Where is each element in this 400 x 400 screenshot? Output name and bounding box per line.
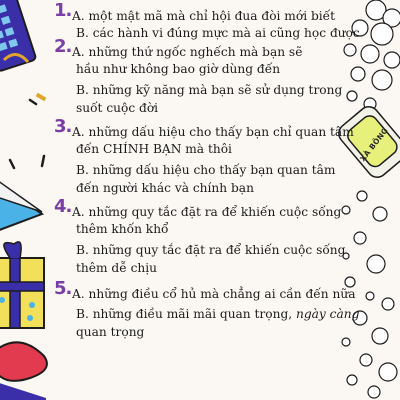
answer-a-line-2: hầu như không bao giờ dùng đến xyxy=(76,62,281,76)
answer-b-line-2: đến người khác và chính bạn xyxy=(76,181,254,195)
phone-icon xyxy=(0,0,36,72)
answer-a-line-2: thêm khốn khổ xyxy=(76,222,169,236)
ribbon-icon xyxy=(0,342,47,400)
answer-b-text: B. những điều mãi mãi quan trọng, xyxy=(76,307,296,321)
answer-a-line-1: A. những quy tắc đặt ra để khiến cuộc sống xyxy=(72,205,342,219)
answer-b-line-1: B. những dấu hiệu cho thấy bạn quan tâm xyxy=(76,163,336,177)
answer-b: B. các hành vi đúng mực mà ai cũng học được xyxy=(76,26,360,40)
answer-b-line-1: B. những quy tắc đặt ra để khiến cuộc sống xyxy=(76,243,346,257)
answer-b-line-1: B. những kỹ năng mà bạn sẽ sử dụng trong xyxy=(76,83,343,97)
answer-b-italic: ngày càng xyxy=(296,307,360,321)
soap-label-text: XÀ BÔNG xyxy=(358,125,390,164)
question-number: 3. xyxy=(54,116,72,137)
answer-b-line-2: suốt cuộc đời xyxy=(76,101,159,115)
foam-icon xyxy=(344,0,400,110)
question-number: 1. xyxy=(54,0,72,21)
answer-a: A. những điều cổ hủ mà chẳng ai cần đến nữa xyxy=(72,287,356,301)
left-illustration xyxy=(0,0,62,400)
answer-b-line-1 xyxy=(76,306,359,323)
question-number: 2. xyxy=(54,36,72,57)
soap-label xyxy=(353,118,393,180)
answer-a-line-2: đến CHÍNH BẠN mà thôi xyxy=(76,142,232,156)
answer-b-line-2: thêm dễ chịu xyxy=(76,261,157,275)
gift-box-icon xyxy=(0,242,44,328)
cake-icon xyxy=(0,178,42,232)
question-number: 5. xyxy=(54,278,72,299)
answer-a-line-1: A. những thứ ngốc nghếch mà bạn sẽ xyxy=(72,45,303,59)
quiz-answers xyxy=(54,0,360,400)
question-number: 4. xyxy=(54,196,72,217)
answer-a: A. một mật mã mà chỉ hội đua đòi mới biết xyxy=(72,9,336,23)
answer-b-line-2: quan trọng xyxy=(76,325,145,339)
answer-a-line-1: A. những dấu hiệu cho thấy bạn chỉ quan tâm xyxy=(72,125,354,139)
